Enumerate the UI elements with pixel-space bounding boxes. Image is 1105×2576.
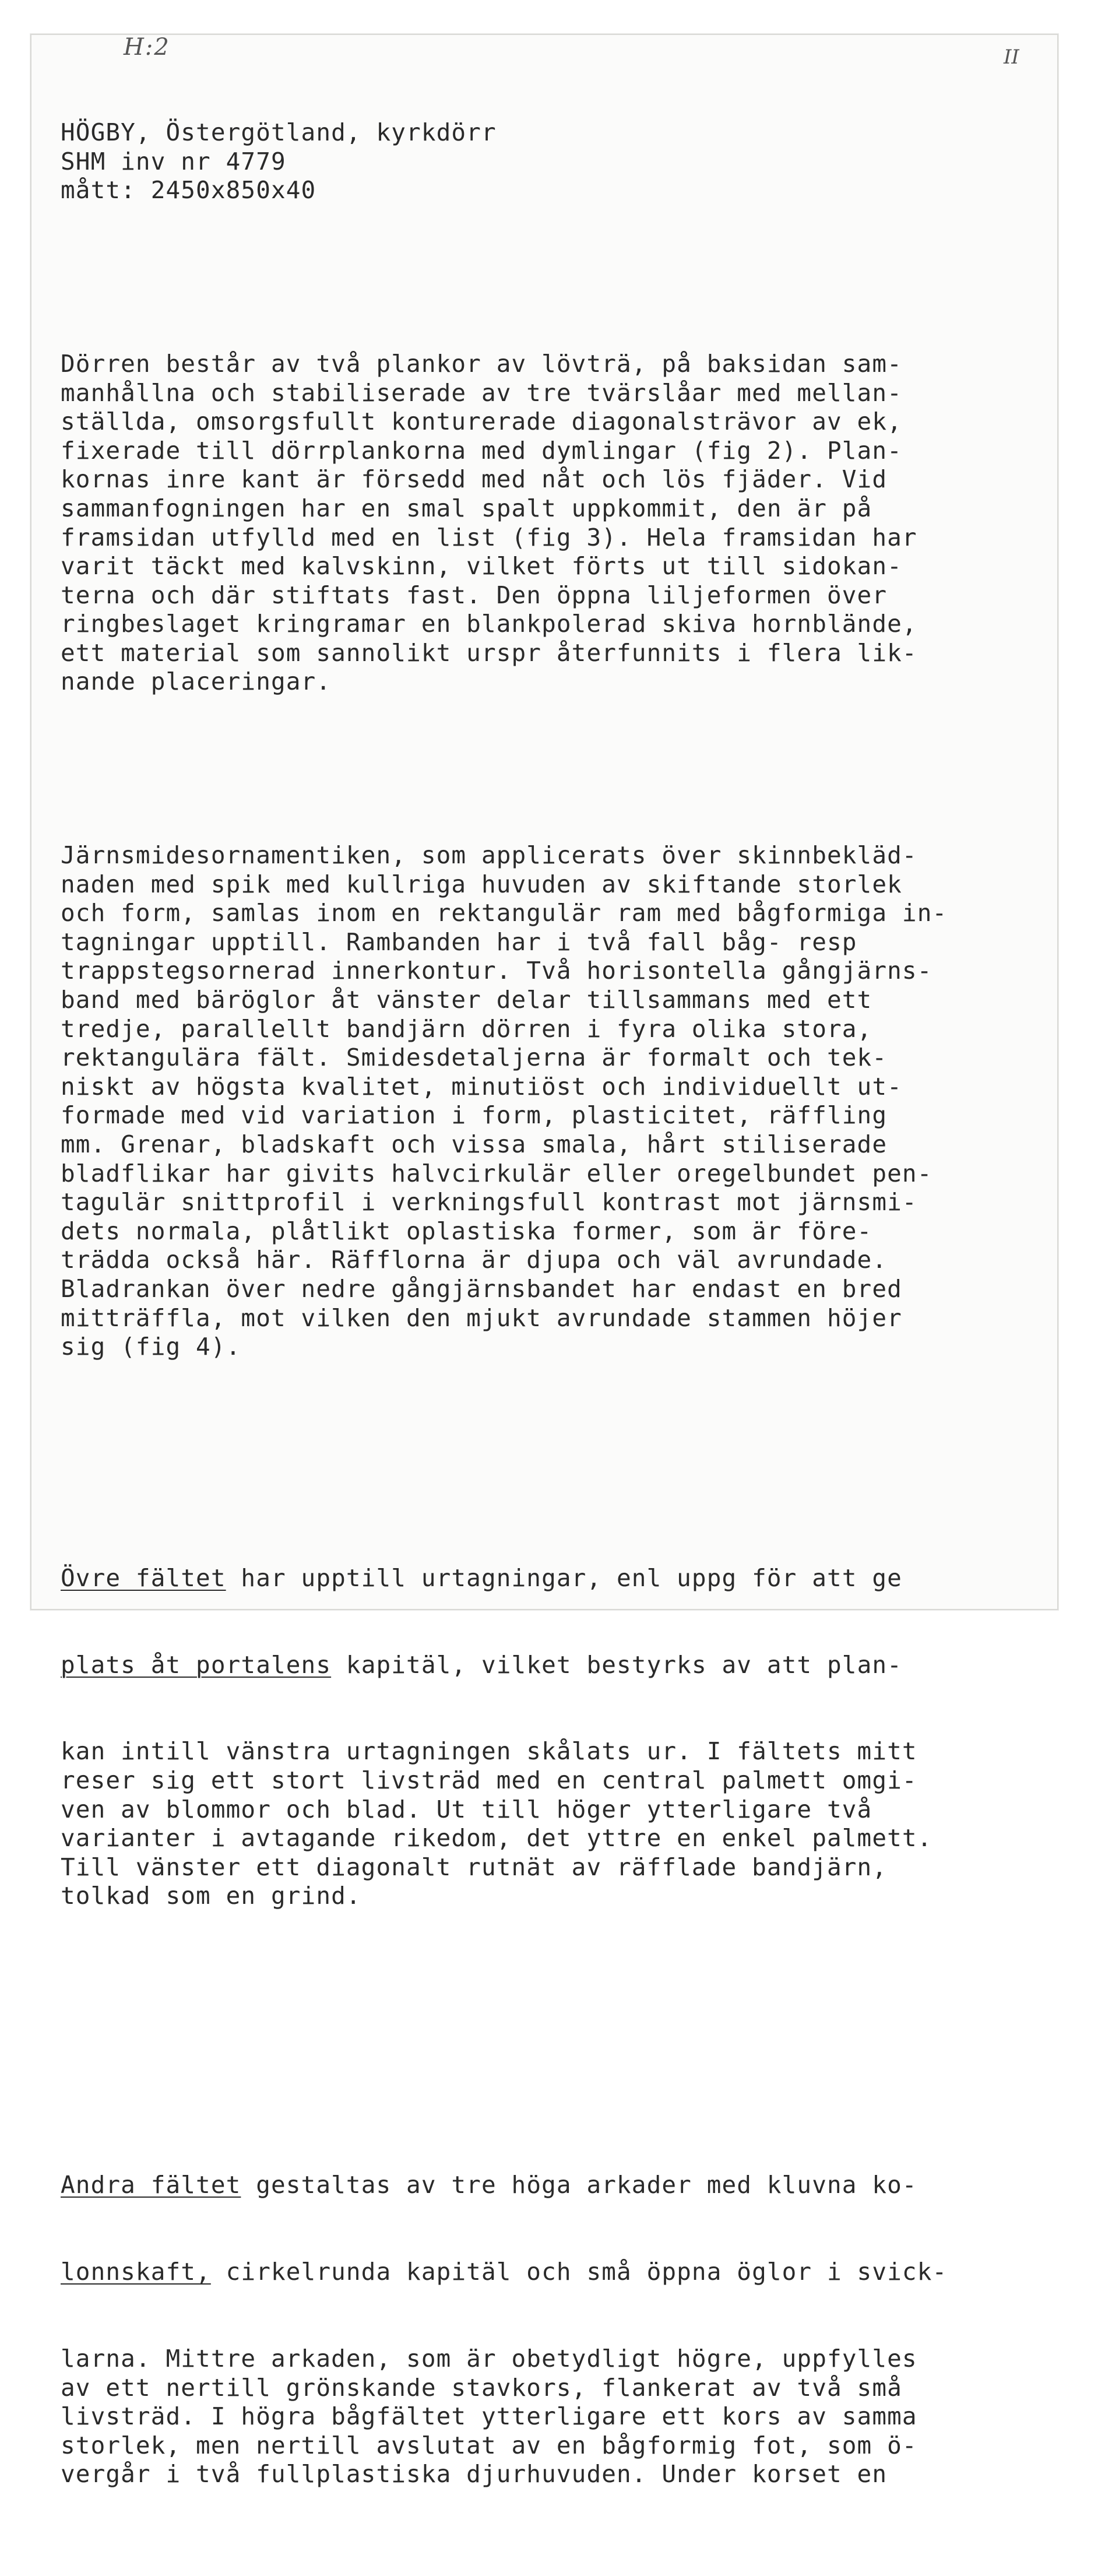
text-line: ställda, omsorgsfullt konturerade diagonalsträvor av ek, xyxy=(61,407,902,436)
text-line: ven av blommor och blad. Ut till höger ytterligare två xyxy=(61,1795,872,1823)
text-line: SHM inv nr 4779 xyxy=(61,147,286,175)
paragraph-1 xyxy=(61,350,947,697)
text-line: kapitäl, vilket bestyrks av att plan- xyxy=(331,1650,902,1679)
text-line: mm. Grenar, bladskaft och vissa smala, hårt stiliserade xyxy=(61,1130,888,1158)
paragraph-3-rest xyxy=(61,1737,947,1911)
paragraph-4 xyxy=(61,2113,947,2547)
text-line: trappstegsornerad innerkontur. Två horisontella gångjärns- xyxy=(61,957,932,985)
paragraph-3-first-line xyxy=(61,1564,947,1593)
text-line: och form, samlas inom en rektangulär ram med bågformiga in- xyxy=(61,899,948,927)
text-line: terna och där stiftats fast. Den öppna liljeformen över xyxy=(61,581,888,609)
text-line: kan intill vänstra urtagningen skålats ur. I fältets mitt xyxy=(61,1737,917,1766)
paragraph-4-rest xyxy=(61,2345,947,2489)
paragraph-3-second-line xyxy=(61,1651,947,1680)
text-line: varit täckt med kalvskinn, vilket förts ut till sidokan- xyxy=(61,552,902,581)
text-line: tredje, parallellt bandjärn dörren i fyra olika stora, xyxy=(61,1014,872,1043)
text-line: trädda också här. Räfflorna är djupa och väl avrundade. xyxy=(61,1246,888,1274)
text-line: reser sig ett stort livsträd med en central palmett omgi- xyxy=(61,1766,917,1795)
underlined-phrase: lonnskaft, xyxy=(61,2258,211,2286)
text-line: kornas inre kant är försedd med nåt och lös fjäder. Vid xyxy=(61,465,888,494)
text-line: rektangulära fält. Smidesdetaljerna är formalt och tek- xyxy=(61,1043,888,1072)
handwritten-sheet-number: H:2 xyxy=(124,34,170,61)
text-line: storlek, men nertill avslutat av en bågformig fot, som ö- xyxy=(61,2431,917,2459)
paragraph-4-first-line xyxy=(61,2171,947,2200)
text-line: har upptill urtagningar, enl uppg för att ge xyxy=(226,1563,902,1592)
text-line: tagulär snittprofil i verkningsfull kontrast mot järnsmi- xyxy=(61,1188,917,1217)
text-line: framsidan utfylld med en list (fig 3). Hela framsidan har xyxy=(61,523,917,551)
text-line: Bladrankan över nedre gångjärnsbandet har endast en bred xyxy=(61,1274,902,1303)
text-line: naden med spik med kullriga huvuden av skiftande storlek xyxy=(61,870,902,898)
text-line: tagningar upptill. Rambanden har i två fall båg- resp xyxy=(61,927,857,956)
text-line: ett material som sannolikt urspr återfunnits i flera lik- xyxy=(61,638,917,667)
text-line: varianter i avtagande rikedom, det yttre en enkel palmett. xyxy=(61,1824,932,1853)
text-line: manhållna och stabiliserade av tre tvärslåar med mellan- xyxy=(61,378,902,407)
text-line: Till vänster ett diagonalt rutnät av räfflade bandjärn, xyxy=(61,1853,888,1881)
text-line: sig (fig 4). xyxy=(61,1333,241,1361)
text-line: nande placeringar. xyxy=(61,667,332,696)
text-line: sammanfogningen har en smal spalt uppkommit, den är på xyxy=(61,494,872,522)
text-line: av ett nertill grönskande stavkors, flankerat av två små xyxy=(61,2373,902,2402)
text-line: fixerade till dörrplankorna med dymlingar (fig 2). Plan- xyxy=(61,436,902,465)
text-line: Järnsmidesornamentiken, som applicerats över skinnbekläd- xyxy=(61,841,917,870)
text-line: mitträffla, mot vilken den mjukt avrundade stammen höjer xyxy=(61,1303,902,1332)
text-line: tolkad som en grind. xyxy=(61,1882,361,1910)
text-line: Dörren består av två plankor av lövträ, på baksidan sam- xyxy=(61,349,902,378)
typewritten-text xyxy=(61,61,947,2576)
text-line: gestaltas av tre höga arkader med kluvna ko- xyxy=(241,2171,917,2199)
text-line: dets normala, plåtlikt oplastiska former, som är före- xyxy=(61,1217,872,1245)
underlined-phrase: plats åt portalens xyxy=(61,1650,332,1679)
text-line: bladflikar har givits halvcirkulär eller oregelbundet pen- xyxy=(61,1159,932,1187)
text-line: ringbeslaget kringramar en blankpolerad skiva hornblände, xyxy=(61,610,917,638)
handwritten-page-number: II xyxy=(1004,45,1019,69)
text-line: formade med vid variation i form, plasticitet, räffling xyxy=(61,1101,888,1130)
section-heading-andra-faltet: Andra fältet xyxy=(61,2171,241,2199)
section-heading-ovre-faltet: Övre fältet xyxy=(61,1563,226,1592)
text-line: band med bäröglor åt vänster delar tillsammans med ett xyxy=(61,986,872,1014)
text-line: vergår i två fullplastiska djurhuvuden. Under korset en xyxy=(61,2460,888,2489)
text-line: HÖGBY, Östergötland, kyrkdörr xyxy=(61,118,497,147)
text-line: larna. Mittre arkaden, som är obetydligt högre, uppfylles xyxy=(61,2344,917,2373)
paragraph-4-second-line xyxy=(61,2258,947,2287)
paragraph-3 xyxy=(61,1506,947,1969)
paragraph-2 xyxy=(61,841,947,1362)
header-block xyxy=(61,118,947,205)
text-line: cirkelrunda kapitäl och små öppna öglor i svick- xyxy=(210,2258,948,2286)
text-line: mått: 2450x850x40 xyxy=(61,176,316,205)
text-line: niskt av högsta kvalitet, minutiöst och individuellt ut- xyxy=(61,1072,902,1101)
text-line: livsträd. I högra bågfältet ytterligare ett kors av samma xyxy=(61,2402,917,2431)
